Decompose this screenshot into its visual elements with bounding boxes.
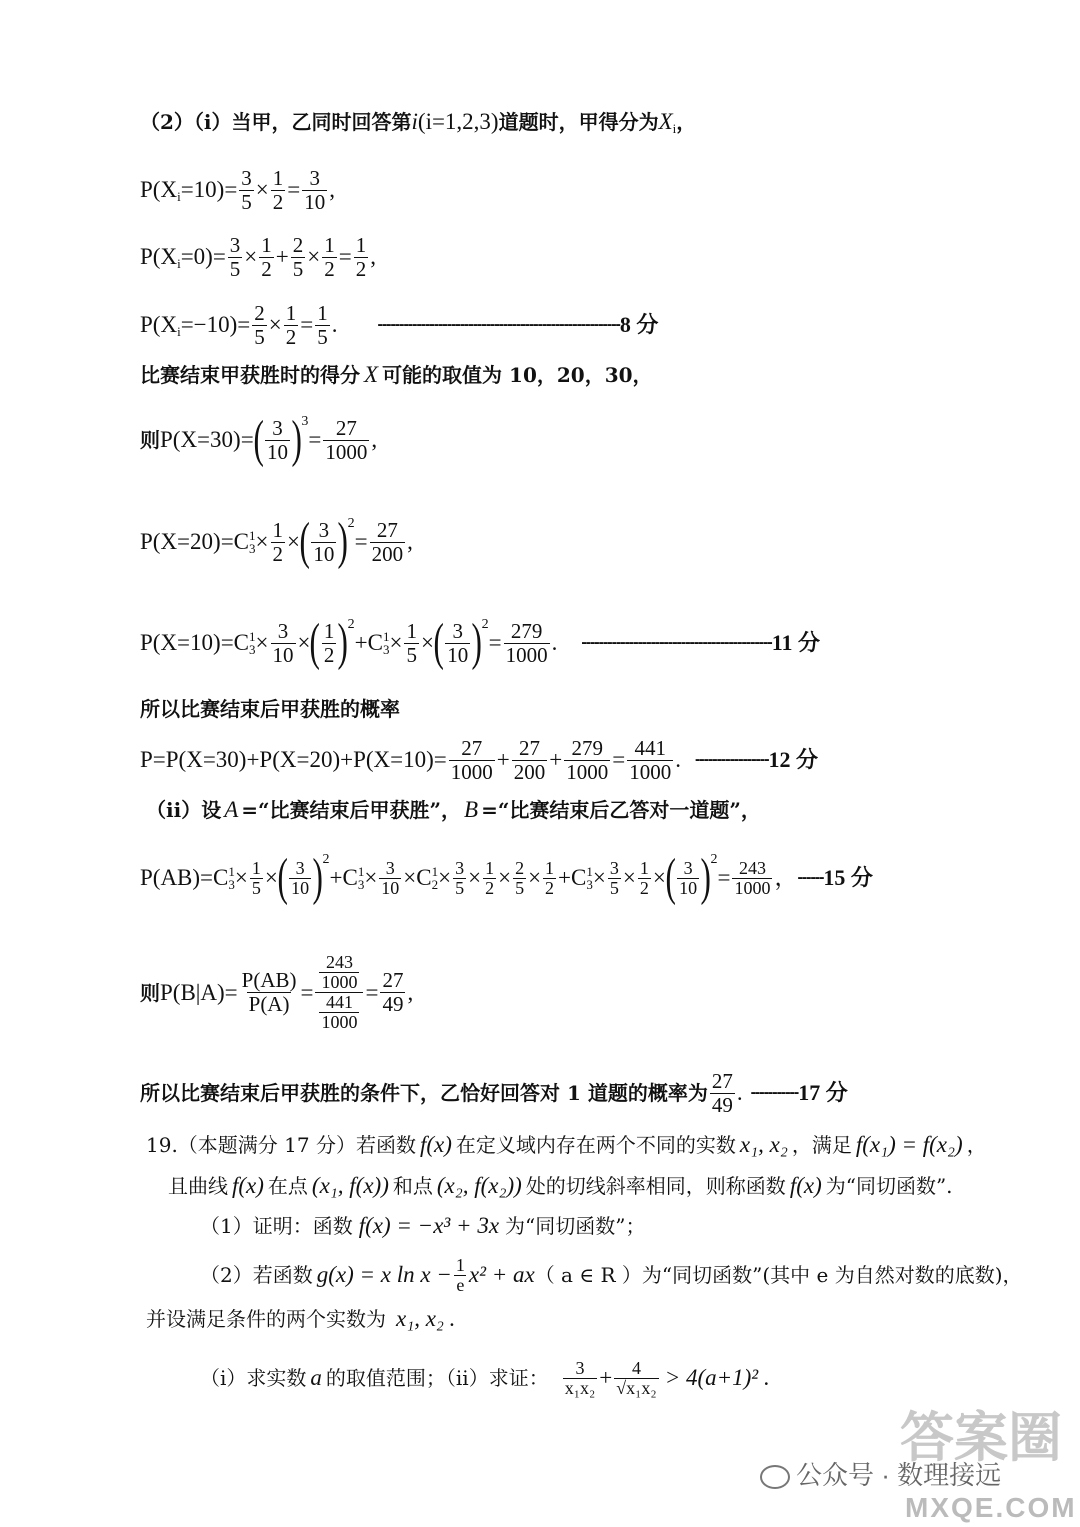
prob-x-30: 则 P(X=30)= ( $\frac{3}{10}$ ) 3 = $\frac{27}{1000}$ , xyxy=(140,411,378,468)
prob-xi-10: P(X i =10)= $\frac{3}{5}$ × $\frac{1}{2}$ = $\frac{3}{10}$ , xyxy=(140,165,336,214)
q19-part2: （2）若函数 g(x) = x ln x − $\frac{1}{e}$ x² + ax （ a ∈ R ） 为“同切函数”(其中 e 为自然对数的底数)， xyxy=(200,1254,1023,1295)
x-values-text: 比赛结束甲获胜时的得分 X 可能的取值为 10，20，30， xyxy=(140,362,653,387)
q19-line1: 19.（本题满分 17 分）若函数 f(x) 在定义域内存在两个不同的实数 x₁, x₂ ，满足 f(x₁) = f(x₂) ， xyxy=(146,1132,987,1157)
q19-part1: （1）证明：函数 f(x) = −x³ + 3x 为“同切函数”； xyxy=(200,1213,646,1238)
wechat-icon xyxy=(760,1465,790,1489)
score-17: 17 分 xyxy=(798,1080,848,1105)
watermark-logo: 答案圈 xyxy=(900,1406,1062,1469)
win-prob-text: 所以比赛结束后甲获胜的概率 xyxy=(140,697,400,721)
prob-xi-neg10: P(X i =−10)= $\frac{2}{5}$ × $\frac{1}{2}$ = $\frac{1}{5}$ . -------------------------------------------------------- 8 分 xyxy=(140,300,659,349)
part-ii-def: （ii）设 A =“比赛结束后甲获胜”， B =“比赛结束后乙答对一道题”， xyxy=(146,797,761,822)
score-15: 15 分 xyxy=(823,865,873,890)
prob-sum: P=P(X=30)+P(X=20)+P(X=10)= $\frac{27}{1000}$ + $\frac{27}{200}$ + $\frac{279}{1000}$ = $\frac{441}{1000}$ . ----------------- 12 分 xyxy=(140,735,819,784)
watermark-wechat: 公众号 · 数理接远 xyxy=(760,1455,1001,1492)
q19-subparts: （i）求实数 a 的取值范围；（ii）求证： $\frac{3}{\text{x₁x₂}}$ + $\frac{4}{\text{√x₁x₂}}$ > 4(a+1)² . xyxy=(200,1357,770,1398)
prob-b-given-a: 则 P(B|A)= $\frac{P(AB)}{P(A)}$ = $\frac{\frac{243}{1000}}{\frac{441}{1000}}$ = $\frac{27}{49}$ , xyxy=(140,952,414,1032)
part2-intro: （2）（i）当甲，乙同时回答第 i (i=1,2,3) 道题时，甲得分为 X i ， xyxy=(140,109,697,136)
q19-line2: 且曲线 f(x) 在点 (x₁, f(x)) 和点 (x₂, f(x₂)) 处的切线斜率相同，则称函数 f(x) 为“同切函数”. xyxy=(168,1173,953,1198)
score-8: 8 分 xyxy=(619,312,659,337)
final-answer: 所以比赛结束后甲获胜的条件下，乙恰好回答对 1 道题的概率为 $\frac{27}{49}$ . ----------- 17 分 xyxy=(140,1068,848,1117)
q19-part2-cont: 并设满足条件的两个实数为 x₁, x₂ . xyxy=(146,1306,456,1331)
score-11: 11 分 xyxy=(771,630,821,655)
prob-x-10: P(X=10)=C 1 3 × $\frac{3}{10}$ × ( $\frac{1}{2}$ ) 2 +C 1 3 × $\frac{1}{5}$ × ( $\frac{3}{10}$ ) 2 = $\frac{279}{1000}$ . -------------------------------------------- 11 分 xyxy=(140,614,821,671)
score-12: 12 分 xyxy=(768,747,819,772)
watermark-site: MXQE.COM xyxy=(905,1492,1077,1523)
prob-x-20: P(X=20)=C 1 3 × $\frac{1}{2}$ × ( $\frac{3}{10}$ ) 2 = $\frac{27}{200}$ , xyxy=(140,513,413,570)
prob-ab: P(AB)=C 1 3 × $\frac{1}{5}$ × ( $\frac{3}{10}$ ) 2 +C 1 3 × $\frac{3}{10}$ ×C 1 2 × $\frac{3}{5}$ × $\frac{1}{2}$ × $\frac{2}{5}$ × $\frac{1}{2}$ +C 1 3 × $\frac{3}{5}$ × $\frac{1}{2}$ × ( $\frac{3}{10}$ ) 2 = $\frac{243}{1000}$ ， ------ 15 分 xyxy=(140,849,873,906)
prob-xi-0: P(X i =0)= $\frac{3}{5}$ × $\frac{1}{2}$ + $\frac{2}{5}$ × $\frac{1}{2}$ = $\frac{1}{2}$ , xyxy=(140,232,376,281)
